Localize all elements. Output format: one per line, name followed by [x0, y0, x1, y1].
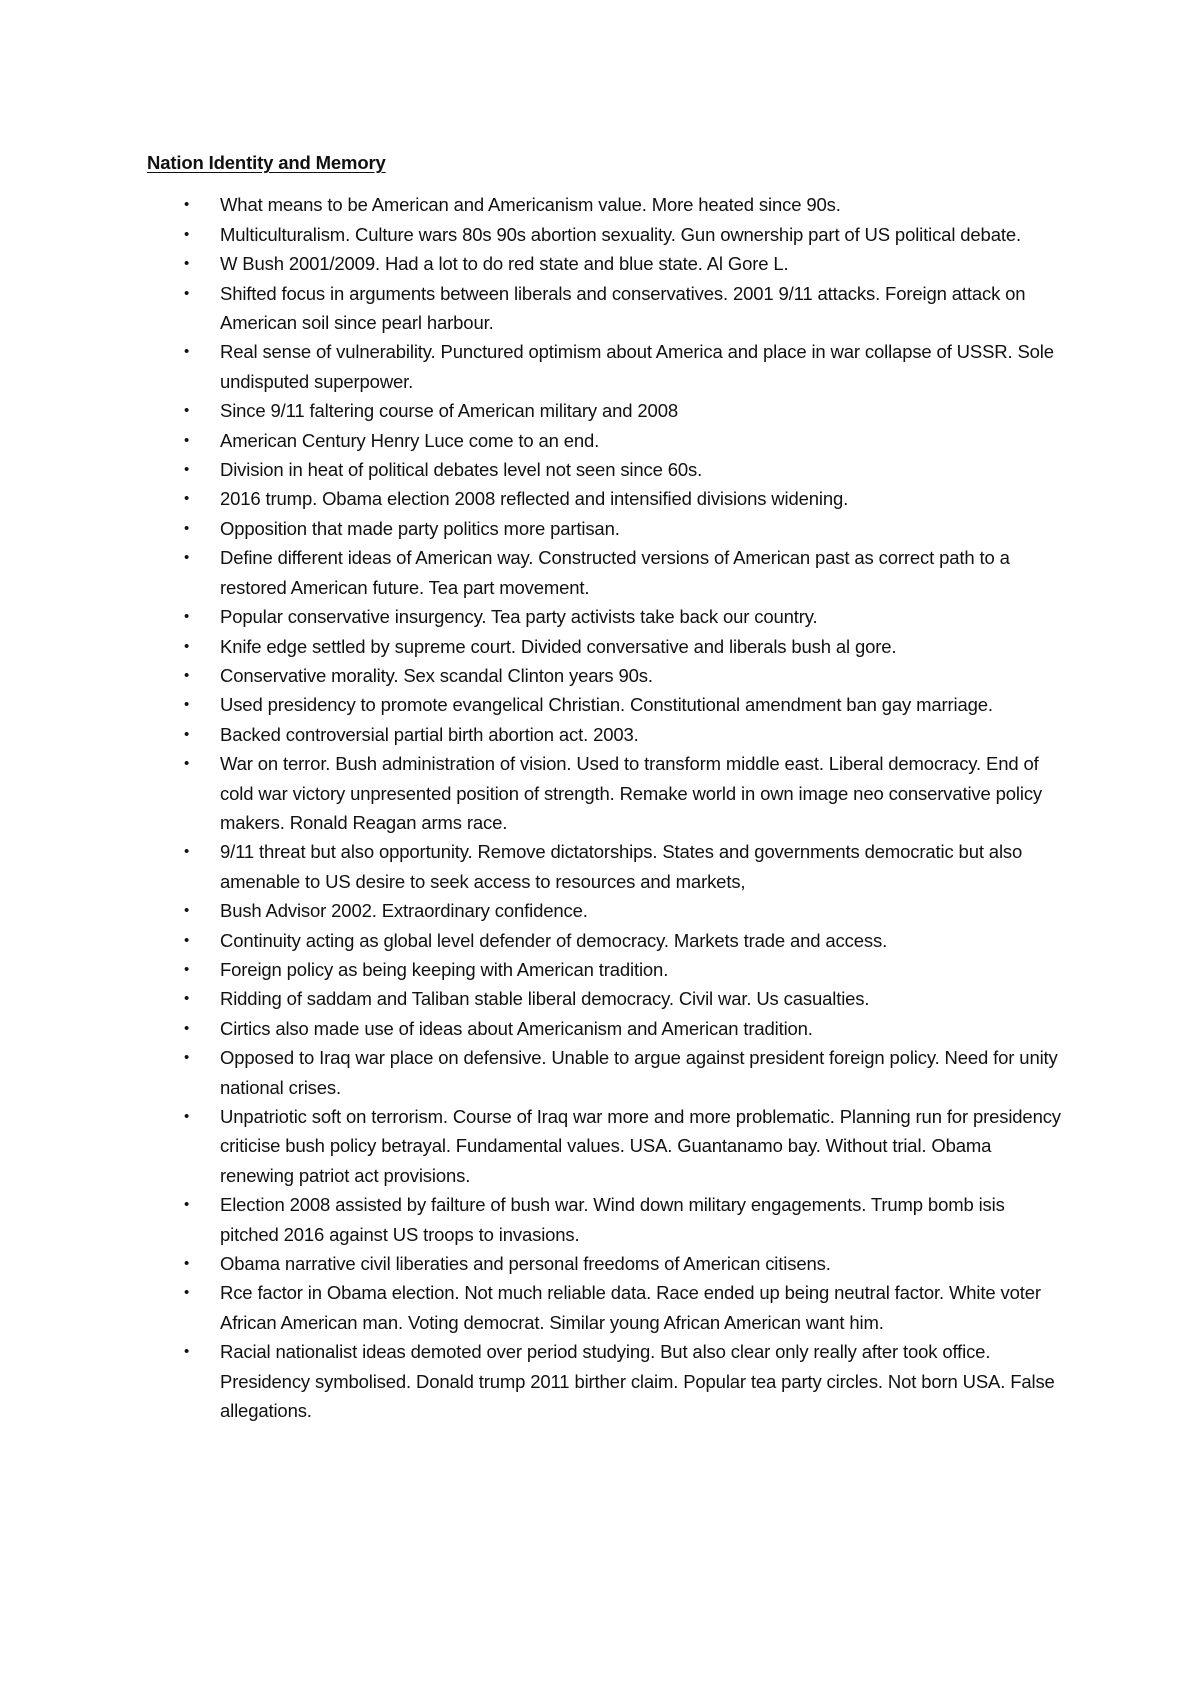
bullet-icon: •	[184, 990, 190, 1008]
list-item	[147, 337, 1067, 396]
list-item	[147, 1014, 1067, 1043]
list-item	[147, 543, 1067, 602]
bullet-icon: •	[184, 843, 190, 861]
bullet-icon: •	[184, 608, 190, 626]
list-item	[147, 1102, 1067, 1190]
list-item-text: Unpatriotic soft on terrorism. Course of Iraq war more and more problematic. Planning run for presidency criticise bush policy betrayal. Fundamental values. USA. Guantanamo bay. Without trial. Obama renewing patriot act provisions.	[220, 1106, 1061, 1186]
list-item-text: Continuity acting as global level defender of democracy. Markets trade and access.	[220, 929, 888, 951]
bullet-icon: •	[184, 960, 190, 978]
list-item-text: Conservative morality. Sex scandal Clinton years 90s.	[220, 664, 653, 686]
bullet-icon: •	[184, 725, 190, 743]
bullet-icon: •	[184, 1108, 190, 1125]
bullet-icon: •	[184, 666, 190, 684]
list-item-text: Rce factor in Obama election. Not much reliable data. Race ended up being neutral factor. White voter African American man. Voting democrat. Similar young African American want him.	[220, 1282, 1041, 1333]
list-item-text: Foreign policy as being keeping with American tradition.	[220, 958, 669, 980]
bullet-icon: •	[184, 1284, 190, 1302]
bullet-icon: •	[184, 519, 190, 537]
list-item	[147, 661, 1067, 690]
list-item-text: American Century Henry Luce come to an end.	[220, 429, 600, 451]
list-item-text: Backed controversial partial birth abortion act. 2003.	[220, 723, 639, 745]
bullet-icon: •	[184, 284, 190, 302]
bullet-icon: •	[184, 255, 190, 273]
bullet-icon: •	[184, 549, 190, 567]
list-item	[147, 484, 1067, 513]
bullet-icon: •	[184, 431, 190, 449]
bullet-icon: •	[184, 1255, 190, 1273]
list-item	[147, 1337, 1067, 1425]
bullet-list	[147, 190, 1067, 1425]
list-item	[147, 984, 1067, 1013]
list-item-text: Cirtics also made use of ideas about Americanism and American tradition.	[220, 1017, 813, 1039]
bullet-icon: •	[184, 1049, 190, 1067]
list-item-text: Election 2008 assisted by failture of bush war. Wind down military engagements. Trump bomb isis pitched 2016 against US troops to invasions.	[220, 1194, 1005, 1245]
list-item-text: Bush Advisor 2002. Extraordinary confidence.	[220, 900, 588, 922]
bullet-icon: •	[184, 225, 190, 243]
bullet-icon: •	[184, 461, 190, 479]
list-item-text: Opposed to Iraq war place on defensive. Unable to argue against president foreign policy. Need for unity national crises.	[220, 1047, 1058, 1098]
bullet-icon: •	[184, 637, 190, 655]
list-item	[147, 220, 1067, 249]
list-item-text: Ridding of saddam and Taliban stable liberal democracy. Civil war. Us casualties.	[220, 988, 870, 1010]
list-item-text: Used presidency to promote evangelical Christian. Constitutional amendment ban gay marriage.	[220, 694, 993, 716]
list-item	[147, 926, 1067, 955]
list-item	[147, 1190, 1067, 1249]
list-item	[147, 249, 1067, 278]
list-item	[147, 602, 1067, 631]
list-item-text: Real sense of vulnerability. Punctured optimism about America and place in war collapse of USSR. Sole undisputed superpower.	[220, 341, 1054, 392]
list-item	[147, 896, 1067, 925]
bullet-icon: •	[184, 696, 190, 714]
bullet-icon: •	[184, 1019, 190, 1037]
list-item	[147, 426, 1067, 455]
list-item-text: What means to be American and Americanism value. More heated since 90s.	[220, 194, 841, 216]
list-item-text: W Bush 2001/2009. Had a lot to do red state and blue state. Al Gore L.	[220, 253, 789, 275]
list-item-text: Popular conservative insurgency. Tea party activists take back our country.	[220, 606, 818, 628]
list-item-text: Opposition that made party politics more partisan.	[220, 517, 620, 539]
list-item	[147, 749, 1067, 837]
list-item-text: Obama narrative civil liberaties and personal freedoms of American citisens.	[220, 1253, 831, 1275]
list-item-text: Knife edge settled by supreme court. Divided conversative and liberals bush al gore.	[220, 635, 897, 657]
list-item-text: Shifted focus in arguments between liberals and conservatives. 2001 9/11 attacks. Foreign attack on American soil since pearl harbour.	[220, 282, 1026, 334]
bullet-icon: •	[184, 1196, 190, 1214]
bullet-icon: •	[184, 343, 190, 361]
document-content	[147, 148, 1067, 1425]
list-item	[147, 190, 1067, 219]
list-item-text: 2016 trump. Obama election 2008 reflected and intensified divisions widening.	[220, 488, 849, 510]
bullet-icon: •	[184, 755, 190, 773]
list-item-text: Since 9/11 faltering course of American military and 2008	[220, 400, 678, 422]
list-item-text: Division in heat of political debates level not seen since 60s.	[220, 459, 703, 481]
document-title: Nation Identity and Memory	[147, 152, 386, 173]
bullet-icon: •	[184, 902, 190, 920]
list-item-text: Racial nationalist ideas demoted over period studying. But also clear only really after took office. Presidency symbolised. Donald trump 2011 birther claim. Popular tea party circles. Not born USA. False allegations.	[220, 1341, 1055, 1422]
list-item	[147, 396, 1067, 425]
list-item	[147, 514, 1067, 543]
list-item-text: Define different ideas of American way. Constructed versions of American past as correct path to a restored American future. Tea part movement.	[220, 547, 1010, 598]
list-item	[147, 1043, 1067, 1102]
list-item	[147, 690, 1067, 719]
list-item-text: 9/11 threat but also opportunity. Remove dictatorships. States and governments democratic but also amenable to US desire to seek access to resources and markets,	[220, 841, 1023, 892]
list-item	[147, 632, 1067, 661]
list-item	[147, 837, 1067, 896]
bullet-icon: •	[184, 196, 190, 214]
list-item	[147, 279, 1067, 338]
list-item-text: Multiculturalism. Culture wars 80s 90s abortion sexuality. Gun ownership part of US political debate.	[220, 223, 1021, 245]
list-item	[147, 955, 1067, 984]
bullet-icon: •	[184, 402, 190, 420]
list-item	[147, 1249, 1067, 1278]
list-item	[147, 1278, 1067, 1337]
list-item-text: War on terror. Bush administration of vision. Used to transform middle east. Liberal democracy. End of cold war victory unpresented position of strength. Remake world in own image neo conservative policy makers. Ronald Reagan arms race.	[220, 753, 1043, 833]
bullet-icon: •	[184, 490, 190, 508]
list-item	[147, 720, 1067, 749]
list-item	[147, 455, 1067, 484]
bullet-icon: •	[184, 1343, 190, 1361]
bullet-icon: •	[184, 931, 190, 949]
